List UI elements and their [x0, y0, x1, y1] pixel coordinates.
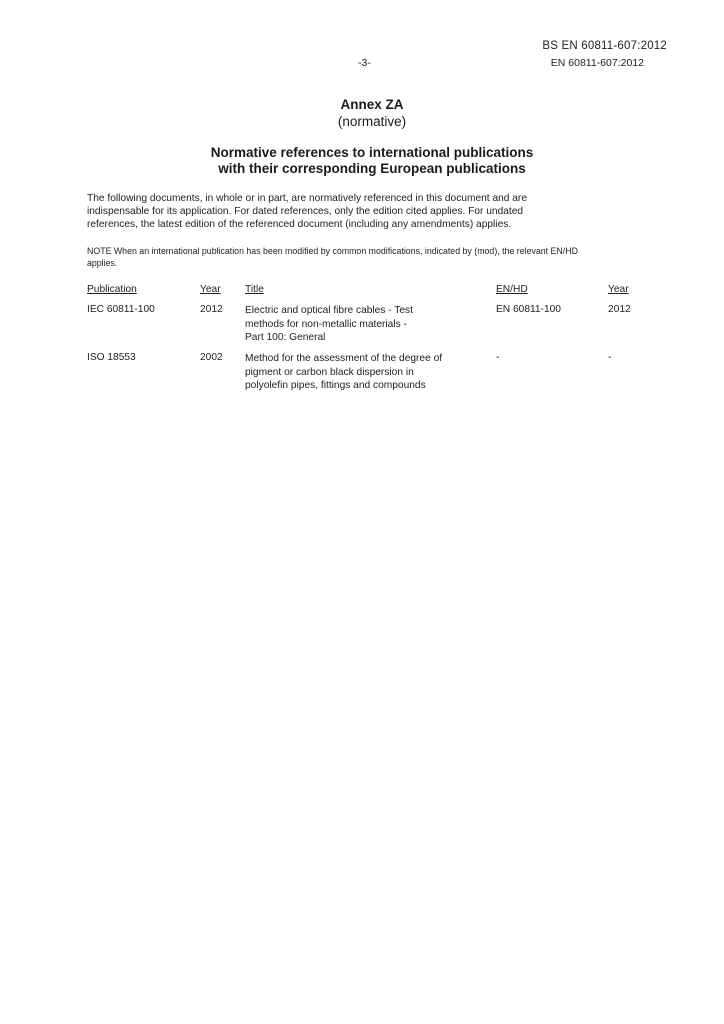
- row-title-line: Method for the assessment of the degree of: [245, 353, 443, 364]
- heading-line-1: Normative references to international publications: [210, 145, 534, 160]
- row-year-en: 2012: [608, 304, 631, 315]
- note-line-2: applies.: [87, 257, 118, 268]
- row-title: [245, 352, 442, 393]
- note-paragraph: [87, 246, 647, 269]
- heading-line-2: with their corresponding European publications: [218, 161, 526, 176]
- intro-line-2: indispensable for its application. For dated references, only the edition cited applies. For undated: [87, 206, 524, 218]
- row-year: 2012: [200, 304, 223, 315]
- row-title-line: methods for non-metallic materials -: [245, 318, 407, 330]
- header-publication: Publication: [87, 284, 137, 295]
- row-title-line: Electric and optical fibre cables - Test: [245, 305, 413, 316]
- row-en-hd: EN 60811-100: [496, 304, 561, 315]
- intro-line-1: The following documents, in whole or in part, are normatively referenced in this document and are: [87, 193, 527, 204]
- row-year: 2002: [200, 352, 223, 363]
- row-title-line: Part 100: General: [245, 332, 326, 344]
- row-title: [245, 304, 413, 345]
- row-year-en: -: [608, 352, 612, 363]
- header-title: Title: [245, 284, 264, 295]
- annex-title: Annex ZA: [340, 97, 404, 112]
- header-year-en: Year: [608, 284, 629, 295]
- annex-subtitle: (normative): [337, 114, 407, 129]
- header-year: Year: [200, 284, 221, 295]
- header-en-hd: EN/HD: [496, 284, 528, 295]
- row-title-line: polyolefin pipes, fittings and compounds: [245, 380, 426, 392]
- en-standard-number: EN 60811-607:2012: [550, 57, 644, 69]
- row-title-line: pigment or carbon black dispersion in: [245, 366, 414, 378]
- page-number: -3-: [358, 57, 371, 69]
- row-en-hd: -: [496, 352, 500, 363]
- intro-line-3: references, the latest edition of the referenced document (including any amendments) applies.: [87, 219, 512, 231]
- row-publication: IEC 60811-100: [87, 304, 155, 315]
- note-line-1: NOTE When an international publication has been modified by common modifications, indicated by (mod), the relevant EN/HD: [87, 246, 578, 256]
- row-publication: ISO 18553: [87, 352, 136, 363]
- section-heading: [0, 145, 724, 177]
- standard-number: BS EN 60811-607:2012: [542, 40, 667, 52]
- intro-paragraph: [87, 192, 647, 232]
